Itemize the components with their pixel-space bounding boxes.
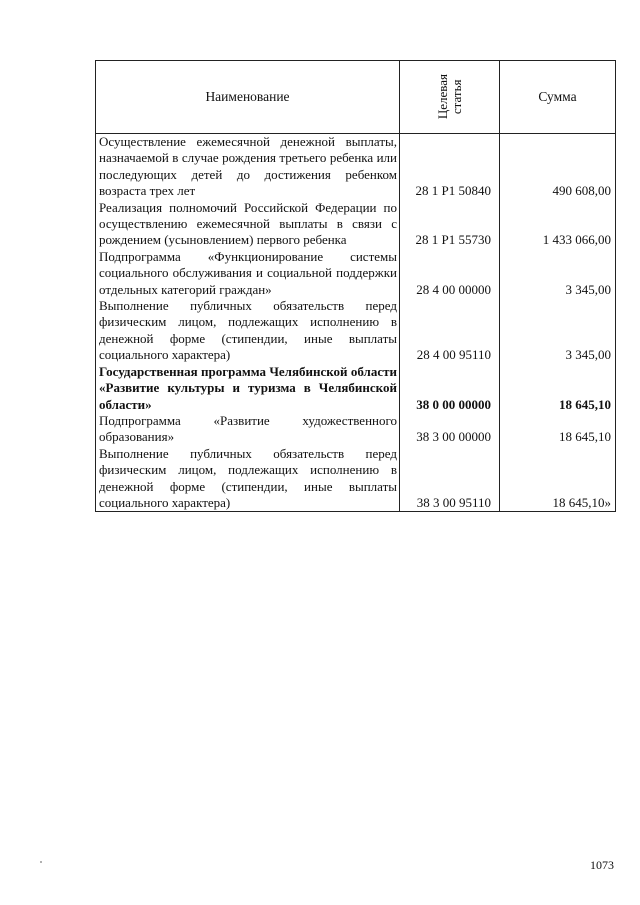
header-code bbox=[400, 61, 500, 134]
row-code: 28 4 00 95110 bbox=[400, 298, 500, 364]
row-code: 38 0 00 00000 bbox=[400, 364, 500, 413]
table-row bbox=[96, 249, 616, 298]
row-sum: 490 608,00 bbox=[500, 134, 616, 200]
header-name: Наименование bbox=[96, 61, 400, 134]
page-number: 1073 bbox=[590, 858, 614, 872]
table-row bbox=[96, 200, 616, 249]
row-sum: 3 345,00 bbox=[500, 298, 616, 364]
row-sum: 18 645,10 bbox=[500, 364, 616, 413]
row-sum: 1 433 066,00 bbox=[500, 200, 616, 249]
table-body bbox=[96, 134, 616, 512]
header-code-label: Целевая статья bbox=[434, 74, 464, 120]
row-code: 28 1 P1 50840 bbox=[400, 134, 500, 200]
row-sum: 18 645,10 bbox=[500, 413, 616, 446]
budget-table bbox=[95, 60, 616, 512]
row-name: Выполнение публичных обязательств перед физическим лицом, подлежащих исполнению в денежной форме (стипендии, иные выплаты социального характера) bbox=[96, 298, 400, 364]
row-name: Подпрограмма «Функционирование системы социального обслуживания и социальной поддержки отдельных категорий граждан» bbox=[96, 249, 400, 298]
row-code: 38 3 00 95110 bbox=[400, 446, 500, 512]
table-row bbox=[96, 134, 616, 200]
table-row bbox=[96, 298, 616, 364]
row-code: 38 3 00 00000 bbox=[400, 413, 500, 446]
row-name: Выполнение публичных обязательств перед физическим лицом, подлежащих исполнению в денежной форме (стипендии, иные выплаты социального характера) bbox=[96, 446, 400, 512]
row-name: Подпрограмма «Развитие художественного образования» bbox=[96, 413, 400, 446]
table-row bbox=[96, 446, 616, 512]
row-sum: 18 645,10» bbox=[500, 446, 616, 512]
row-sum: 3 345,00 bbox=[500, 249, 616, 298]
row-name: Реализация полномочий Российской Федерации по осуществлению ежемесячной выплаты в связи с рождением (усыновлением) первого ребенка bbox=[96, 200, 400, 249]
table-row bbox=[96, 413, 616, 446]
table-row bbox=[96, 364, 616, 413]
scan-speck bbox=[40, 861, 42, 863]
row-code: 28 1 P1 55730 bbox=[400, 200, 500, 249]
row-name: Осуществление ежемесячной денежной выплаты, назначаемой в случае рождения третьего ребенка или последующих детей до достижения ребенком возраста трех лет bbox=[96, 134, 400, 200]
table-header-row bbox=[96, 61, 616, 134]
row-name: Государственная программа Челябинской области «Развитие культуры и туризма в Челябинской области» bbox=[96, 364, 400, 413]
row-code: 28 4 00 00000 bbox=[400, 249, 500, 298]
header-sum: Сумма bbox=[500, 61, 616, 134]
